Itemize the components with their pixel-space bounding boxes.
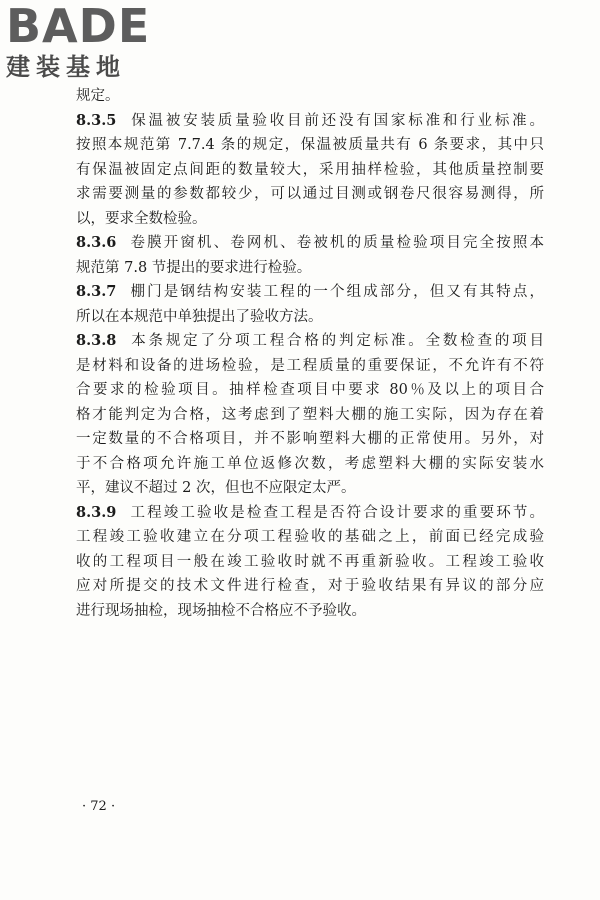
text-line bbox=[76, 476, 544, 501]
text-line bbox=[76, 329, 544, 354]
text-line bbox=[76, 280, 544, 305]
line-text: 规定。 bbox=[76, 88, 120, 104]
text-line bbox=[76, 525, 544, 550]
line-text: 工程竣工验收是检查工程是否符合设计要求的重要环节。 bbox=[128, 504, 544, 521]
line-text: 是材料和设备的进场检验，是工程质量的重要保证，不允许有不符 bbox=[76, 357, 544, 374]
text-line bbox=[76, 133, 544, 158]
text-line bbox=[76, 427, 544, 452]
line-text: 格才能判定为合格，这考虑到了塑料大棚的施工实际，因为存在着 bbox=[76, 406, 544, 423]
line-text: 收的工程项目一般在竣工验收时就不再重新验收。工程竣工验收 bbox=[76, 553, 544, 570]
clause-number: 8.3.6 bbox=[76, 234, 117, 251]
line-text: 按照本规范第 7.7.4 条的规定，保温被质量共有 6 条要求，其中只 bbox=[76, 137, 544, 153]
line-text: 求需要测量的参数都较少，可以通过目测或钢卷尺很容易测得，所 bbox=[76, 186, 544, 202]
text-line bbox=[76, 574, 544, 599]
text-line bbox=[76, 256, 544, 281]
logo-wordmark: BADE bbox=[6, 0, 151, 53]
line-text: 所以在本规范中单独提出了验收方法。 bbox=[76, 308, 323, 325]
clause-number: 8.3.5 bbox=[76, 111, 117, 129]
logo-subtitle: 建装基地 bbox=[6, 53, 126, 81]
body-text bbox=[76, 84, 544, 623]
line-text: 应对所提交的技术文件进行检查，对于验收结果有异议的部分应 bbox=[76, 578, 544, 594]
text-line bbox=[76, 305, 544, 330]
text-line bbox=[76, 403, 544, 428]
clause-number: 8.3.9 bbox=[76, 503, 117, 521]
line-text: 合要求的检验项目。抽样检查项目中要求 80％及以上的项目合 bbox=[76, 382, 544, 398]
line-text: 于不合格项允许施工单位返修次数，考虑塑料大棚的实际安装水 bbox=[76, 455, 544, 472]
text-line bbox=[76, 84, 544, 109]
text-line bbox=[76, 501, 544, 526]
text-line bbox=[76, 378, 544, 403]
text-line bbox=[76, 550, 544, 575]
line-text: 进行现场抽检，现场抽检不合格应不予验收。 bbox=[76, 602, 366, 619]
text-line bbox=[76, 599, 544, 624]
page-number: · 72 · bbox=[82, 799, 116, 814]
line-text: 以，要求全数检验。 bbox=[76, 210, 207, 227]
line-text: 有保温被固定点间距的数量较大，采用抽样检验，其他质量控制要 bbox=[76, 161, 544, 178]
line-text: 卷膜开窗机、卷网机、卷被机的质量检验项目完全按照本 bbox=[128, 235, 544, 251]
bade-logo bbox=[6, 2, 182, 82]
line-text: 平，建议不超过 2 次，但也不应限定太严。 bbox=[76, 480, 356, 496]
line-text: 棚门是钢结构安装工程的一个组成部分，但又有其特点， bbox=[128, 284, 544, 300]
clause-number: 8.3.8 bbox=[76, 332, 117, 349]
text-line bbox=[76, 452, 544, 477]
text-line bbox=[76, 182, 544, 207]
text-line bbox=[76, 354, 544, 379]
line-text: 一定数量的不合格项目，并不影响塑料大棚的正常使用。另外，对 bbox=[76, 431, 544, 447]
line-text: 工程竣工验收建立在分项工程验收的基础之上，前面已经完成验 bbox=[76, 529, 544, 545]
text-line bbox=[76, 158, 544, 183]
text-line bbox=[76, 109, 544, 134]
line-text: 保温被安装质量验收目前还没有国家标准和行业标准。 bbox=[128, 112, 544, 129]
text-line bbox=[76, 231, 544, 256]
line-text: 规范第 7.8 节提出的要求进行检验。 bbox=[76, 259, 312, 276]
clause-number: 8.3.7 bbox=[76, 283, 117, 300]
text-line bbox=[76, 207, 544, 232]
line-text: 本条规定了分项工程合格的判定标准。全数检查的项目 bbox=[128, 333, 544, 349]
